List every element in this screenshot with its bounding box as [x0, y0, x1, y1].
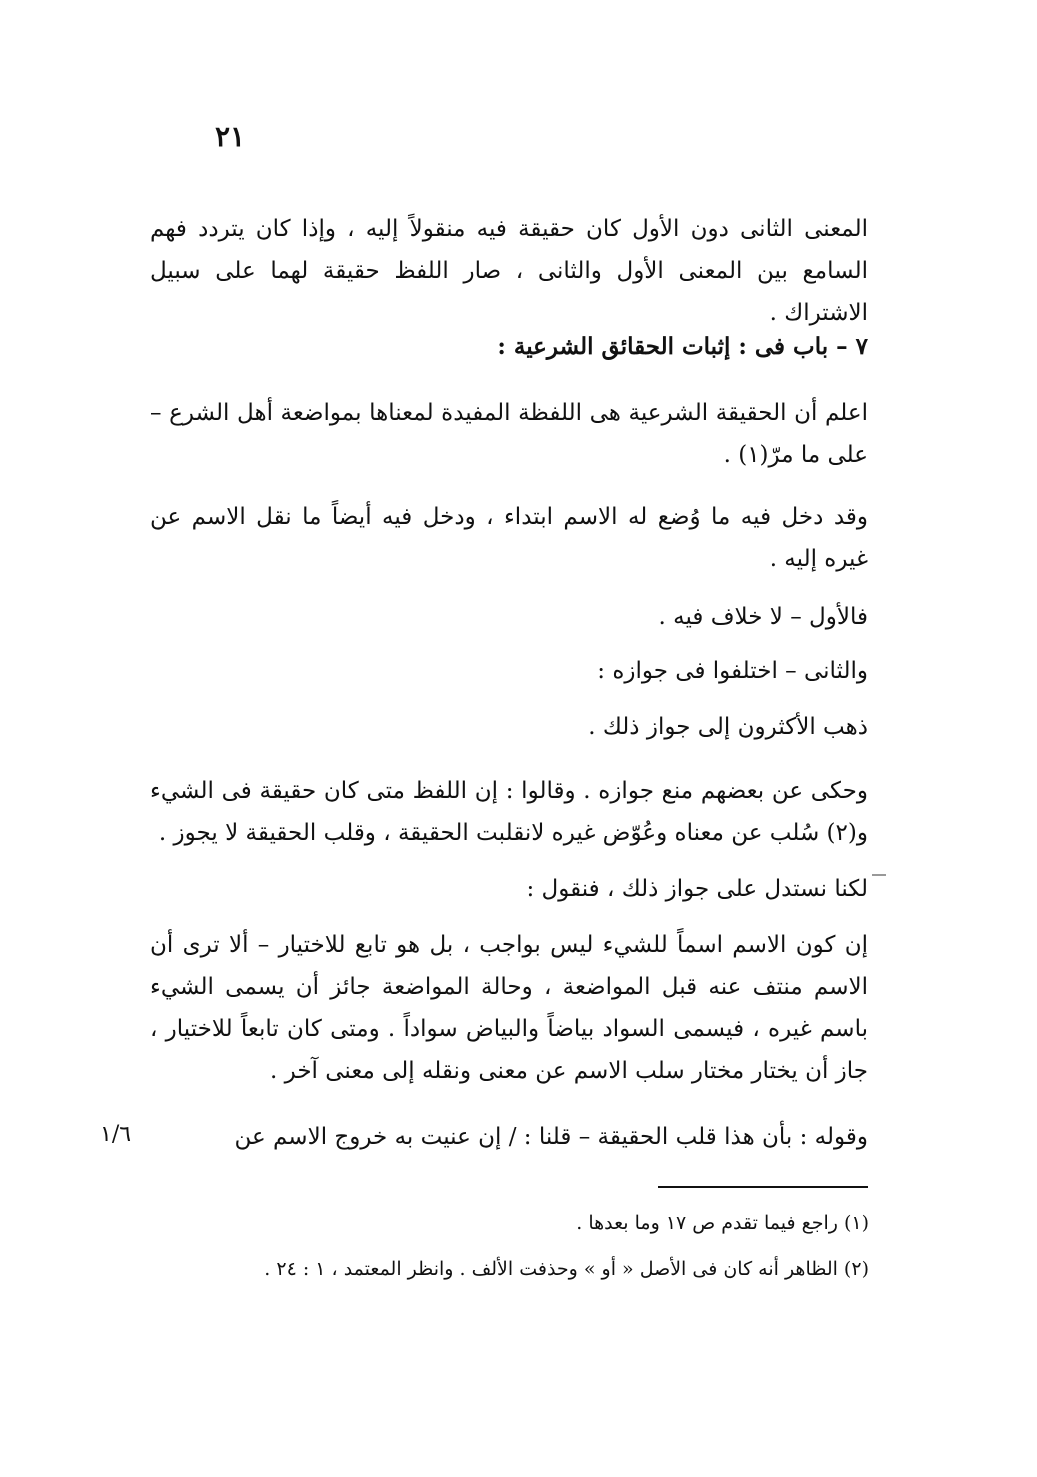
- footnote-1: (١) راجع فيما تقدم ص ١٧ وما بعدها .: [576, 1212, 869, 1234]
- section-heading: ٧ – باب فى : إثبات الحقائق الشرعية :: [497, 333, 868, 360]
- footnote-divider: [658, 1186, 868, 1188]
- paragraph-6: ذهب الأكثرون إلى جواز ذلك .: [588, 714, 868, 740]
- paragraph-8: لكنا نستدل على جواز ذلك ، فنقول :: [526, 876, 868, 902]
- paragraph-9: إن كون الاسم اسماً للشيء ليس بواجب ، بل هو تابع للاختيار – ألا ترى أن الاسم منتف عنه قبل المواضعة ، وحالة المواضعة جائز أن يسمى الشيء باسم غيره ، فيسمى السواد بياضاً والبياض سواداً . ومتى كان تابعاً للاختيار ، جاز أن يختار مختار سلب الاسم عن معنى ونقله إلى معنى آخر .: [150, 932, 868, 1084]
- footnote-2: (٢) الظاهر أنه كان فى الأصل « أو » وحذفت الألف . وانظر المعتمد ، ١ : ٢٤ .: [264, 1258, 869, 1280]
- paragraph-3: وقد دخل فيه ما وُضع له الاسم ابتداء ، ودخل فيه أيضاً ما نقل الاسم عن غيره إليه .: [150, 504, 868, 572]
- paragraph-4: فالأول – لا خلاف فيه .: [658, 604, 868, 630]
- paragraph-7: وحكى عن بعضهم منع جوازه . وقالوا : إن اللفظ متى كان حقيقة فى الشيء و(٢) سُلب عن معناه وعُوّض غيره لانقلبت الحقيقة ، وقلب الحقيقة لا يجوز .: [150, 778, 868, 846]
- margin-folio-marker: ١/٦: [100, 1122, 132, 1147]
- paragraph-1: المعنى الثانى دون الأول كان حقيقة فيه منقولاً إليه ، وإذا كان يتردد فهم السامع بين المعنى الأول والثانى ، صار اللفظ حقيقة لهما على سبيل الاشتراك .: [150, 216, 868, 326]
- paragraph-10: وقوله : بأن هذا قلب الحقيقة – قلنا : / إن عنيت به خروج الاسم عن: [234, 1124, 868, 1150]
- page-number: ٢١: [214, 120, 246, 153]
- paragraph-5: والثانى – اختلفوا فى جوازه :: [597, 658, 868, 684]
- margin-tick: [872, 874, 886, 876]
- paragraph-2: اعلم أن الحقيقة الشرعية هى اللفظة المفيدة لمعناها بمواضعة أهل الشرع – على ما مرّ(١) .: [150, 400, 868, 468]
